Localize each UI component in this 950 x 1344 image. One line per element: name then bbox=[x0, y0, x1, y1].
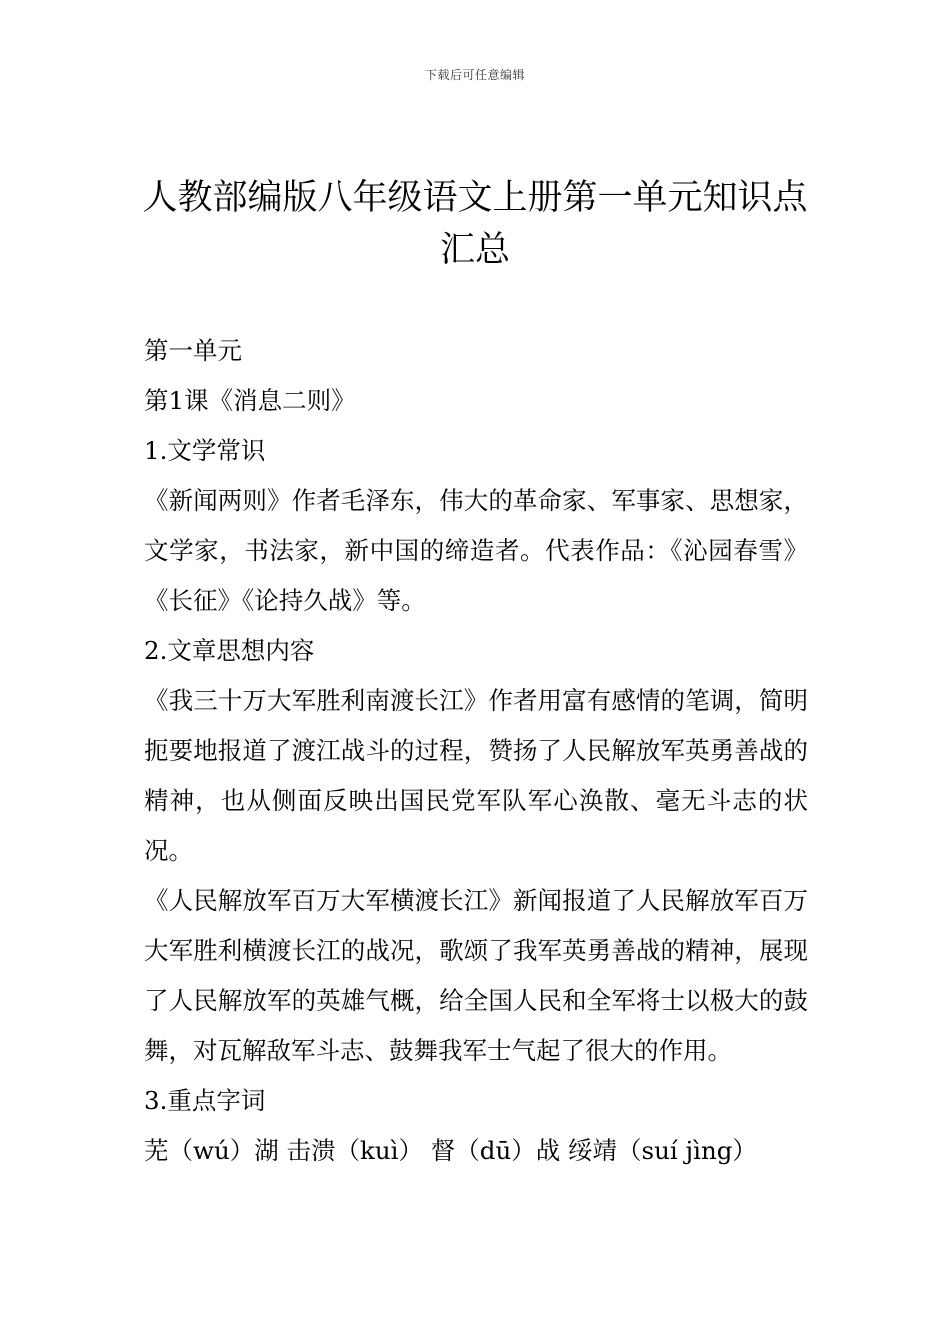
lesson-heading: 第1课《消息二则》 bbox=[144, 386, 356, 415]
paragraph-article-two: 《人民解放军百万大军横渡长江》新闻报道了人民解放军百万大军胜利横渡长江的战况，歌颂了我军英勇善战的精神，展现了人民解放军的英雄气概，给全国人民和全军将士以极大的鼓舞，对瓦解敌军斗志、鼓舞我军士气起了很大的作用。 bbox=[144, 886, 808, 1065]
unit-heading: 第一单元 bbox=[144, 336, 242, 365]
header-note: 下载后可任意编辑 bbox=[424, 68, 525, 82]
paragraph-article-one: 《我三十万大军胜利南渡长江》作者用富有感情的笔调，简明扼要地报道了渡江战斗的过程，赞扬了人民解放军英勇善战的精神，也从侧面反映出国民党军队军心涣散、毫无斗志的状况。 bbox=[144, 686, 808, 865]
section-heading-content: 2.文章思想内容 bbox=[144, 636, 315, 665]
section-heading-key-words: 3.重点字词 bbox=[144, 1086, 266, 1115]
document-body bbox=[144, 326, 808, 1176]
paragraph-author-info: 《新闻两则》作者毛泽东，伟大的革命家、军事家、思想家，文学家，书法家，新中国的缔造者。代表作品：《沁园春雪》《长征》《论持久战》等。 bbox=[144, 486, 808, 615]
section-heading-literary-knowledge: 1.文学常识 bbox=[144, 436, 266, 465]
key-words-line: 芜（wú）湖 击溃（kuì） 督（dū）战 绥靖（suí jìng） bbox=[144, 1136, 757, 1165]
document-title: 人教部编版八年级语文上册第一单元知识点汇总 bbox=[142, 178, 808, 270]
